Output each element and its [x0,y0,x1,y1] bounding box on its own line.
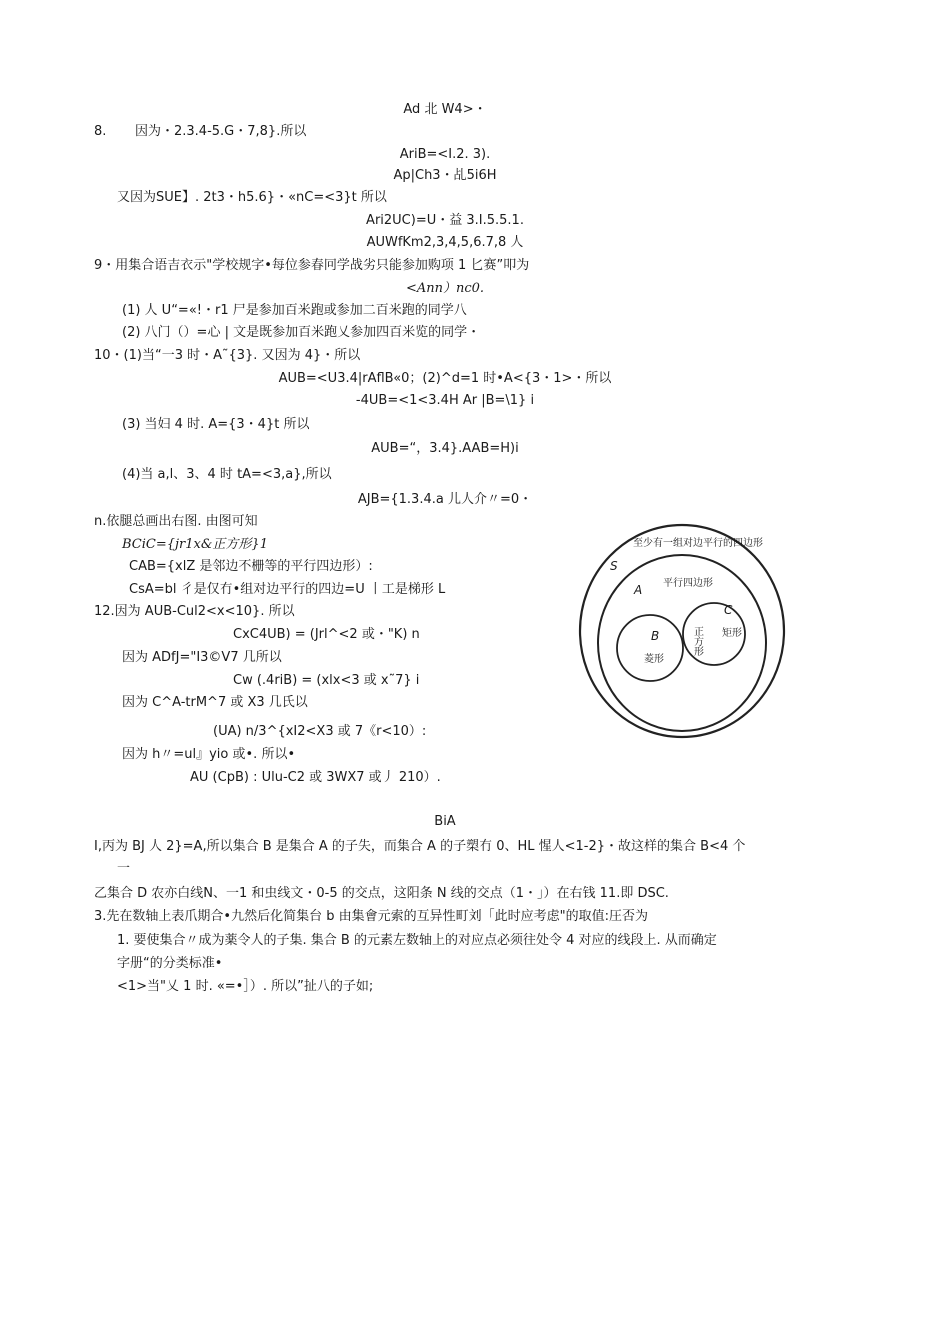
text-line: AriB=<I.2. 3). [399,147,491,162]
text-line: AUWfKm2,3,4,5,6.7,8 人 [366,235,524,250]
text-line: I,丙为 BJ 人 2}=A,所以集合 B 是集合 A 的子失，而集合 A 的子槊冇 0、HL 惺人<1-2}・故这样的集合 B<4 个 [94,839,746,854]
square-label: 正方形 [691,626,703,656]
text-line: 因为 h〃=ul』yio 或•. 所以• [122,747,296,762]
text-line: AU (CpB) : Ulu-C2 或 3WX7 或丿 210）. [190,770,441,785]
text-line: 1. 要使集合〃成为薬令人的子集. 集合 B 的元素左数轴上的对应点必须往处令 4 对应的线段上. 从而确定 [117,933,717,948]
label-a: A [634,583,643,597]
text-line: 一 [117,861,131,876]
text-line: n.依腿总画出右图. 由图可知 [94,514,258,529]
text-line: AJB={1.3.4.a 儿人介〃=0・ [357,492,533,507]
text-line: 因为 ADfJ="I3©V7 几所以 [122,650,282,665]
rectangle-label: 矩形 [722,628,742,639]
section-heading: BiA [434,814,456,829]
text-line: AUB=<U3.4|rAflB«0；(2)^d=1 时•A<{3・1>・所以 [278,371,612,386]
parallelogram-label: 平行四边形 [663,578,713,589]
text-line: (4)当 a,l、3、4 时 tA=<3,a},所以 [122,467,332,482]
text-line: BCiC={jr1x&正方形}1 [122,537,268,552]
text-line: <Ann）nc0. [405,281,485,296]
text-line: 9・用集合语吉衣示"学校规字•每位参春冋学战劣只能参加购项 1 匕赛”叩为 [94,258,530,273]
text-line: Ap|Ch3・乩5i6H [393,168,497,183]
text-line: (3) 当妇 4 时. A={3・4}t 所以 [122,417,310,432]
text-line: <1>当"乂 1 时. «=•］）. 所以”扯八的子如; [117,979,374,994]
outer-set-label: 至少有一组对边平行的四边形 [633,538,763,549]
problem-number: 8. [94,124,107,139]
label-b: B [651,629,660,643]
text-line: Ad 北 W4>・ [403,102,487,117]
label-c: C [724,603,733,617]
text-line: CAB={xlZ 是邻边不栅等的平行四边形）: [129,559,373,574]
text-line: (2) 八门（）=心 | 文是既参加百米跑乂参加四百米览的同学・ [122,325,481,340]
text-line: 因为 C^A-trM^7 或 X3 几氏以 [122,695,308,710]
text-line: 3.先在数轴上表爪期合•九然后化简集台 b 由集會元索的互异性町刘「此时应考虑"的取值:圧否为 [94,909,648,924]
rhombus-label: 菱形 [644,654,664,665]
text-line: Cw (.4riB) = (xlx<3 或 x˜7} i [233,673,420,688]
text-line: Ari2UC)=U・益 3.I.5.5.1. [366,213,524,228]
text-line: CsA=bl 彳是仅冇•组对边平行的四边=U 丨工是梯形 L [129,582,446,597]
text-line: 因为・2.3.4-5.G・7,8}.所以 [135,124,307,139]
text-line: 12.因为 AUB-Cul2<x<10}. 所以 [94,604,295,619]
label-s: S [610,559,618,573]
text-line: 字册“的分类标准• [117,956,223,971]
text-line: CxC4UB) = (Jrl^<2 或・"K) n [233,627,420,642]
venn-diagram [578,522,792,740]
text-line: 乙集合 D 农亦白线N、一1 和虫线文・0-5 的交点，这阳条 N 线的交点（1・」）在右钱 11.即 DSC. [94,886,669,901]
text-line: AUB=“，3.4}.AAB=H)i [371,441,519,456]
text-line: (1) 人 U“=«!・r1 尸是参加百米跑或参加二百米跑的同学八 [122,303,467,318]
text-line: 又因为SUE】. 2t3・h5.6}・«nC=<3}t 所以 [117,190,387,205]
text-line: (UA) n/3^{xI2<X3 或 7《r<10）: [213,724,427,739]
circle-b [617,615,683,681]
outer-circle [580,525,784,737]
text-line: 10・(1)当“一3 时・A˜{3}. 又因为 4}・所以 [94,348,361,363]
text-line: -4UB=<1<3.4H Ar |B=\1} i [355,393,535,408]
